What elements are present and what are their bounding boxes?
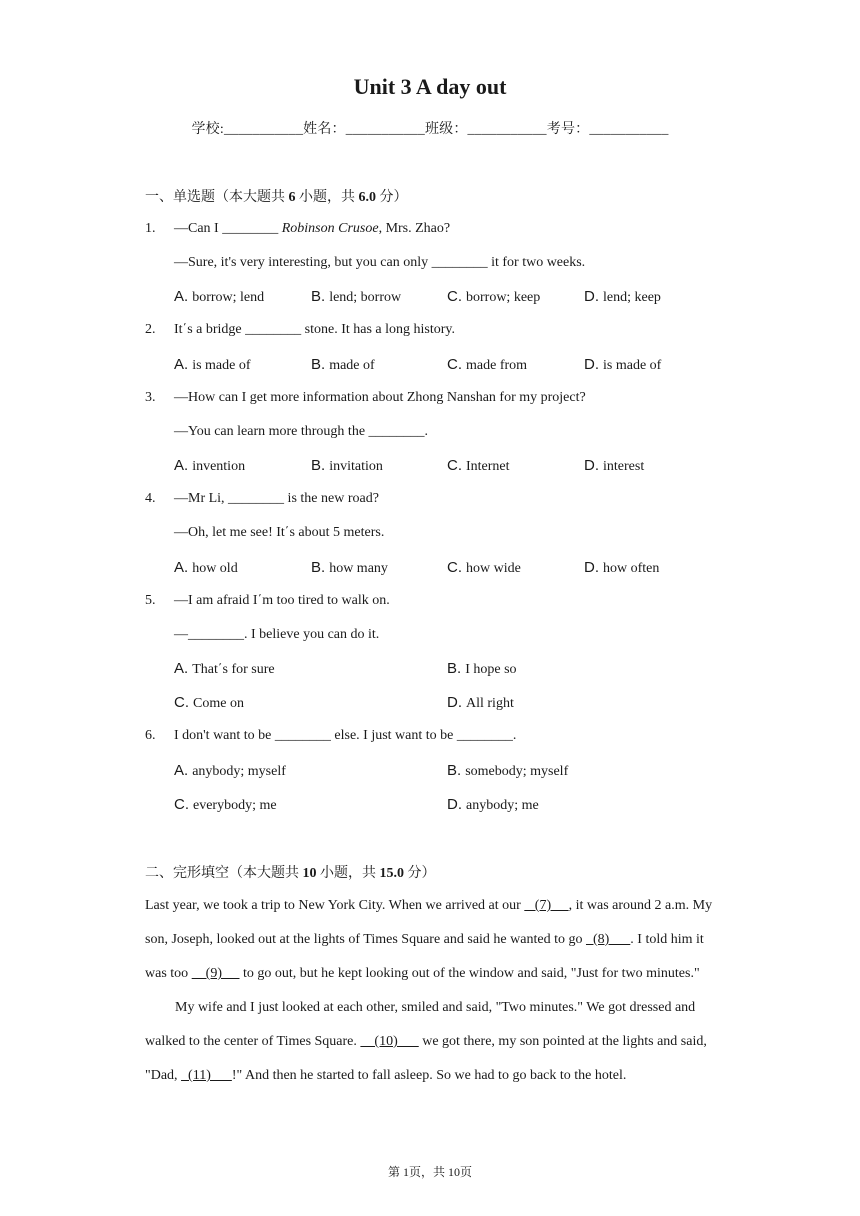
question-line: —Sure, it's very interesting, but you can only ________ it for two weeks. bbox=[174, 255, 586, 270]
option-b[interactable]: B. invitation bbox=[311, 457, 383, 474]
option-d[interactable]: D. how often bbox=[584, 559, 660, 576]
section-2-heading: 二、完形填空（本大题共 10 小题，共 15.0 分） bbox=[145, 866, 436, 881]
option-c[interactable]: C. Internet bbox=[447, 457, 510, 474]
question-number: 4. bbox=[145, 491, 156, 506]
option-a[interactable]: A. invention bbox=[174, 457, 246, 474]
option-d[interactable]: D. is made of bbox=[584, 356, 662, 373]
cloze-passage bbox=[145, 889, 720, 1093]
option-c[interactable]: C. borrow; keep bbox=[447, 288, 541, 305]
question-line: —Oh, let me see! It΄s about 5 meters. bbox=[174, 525, 385, 540]
question-number: 1. bbox=[145, 221, 156, 236]
option-a[interactable]: A. how old bbox=[174, 559, 238, 576]
option-c[interactable]: C. Come on bbox=[174, 694, 244, 711]
question-line: I don't want to be ________ else. I just want to be ________. bbox=[174, 728, 517, 743]
option-d[interactable]: D. lend; keep bbox=[584, 288, 661, 305]
option-b[interactable]: B. lend; borrow bbox=[311, 288, 402, 305]
question-line: —Can I ________ Robinson Crusoe, Mrs. Zhao? bbox=[174, 221, 451, 236]
option-d[interactable]: D. anybody; me bbox=[447, 796, 539, 813]
section-1-heading: 一、单选题（本大题共 6 小题，共 6.0 分） bbox=[145, 190, 408, 205]
blank-7[interactable]: (7) bbox=[524, 898, 569, 913]
question-line: —I am afraid I΄m too tired to walk on. bbox=[174, 593, 390, 608]
option-b[interactable]: B. somebody; myself bbox=[447, 762, 569, 779]
option-b[interactable]: B. how many bbox=[311, 559, 388, 576]
option-b[interactable]: B. I hope so bbox=[447, 660, 517, 677]
blank-10[interactable]: (10) bbox=[360, 1034, 419, 1049]
question-number: 6. bbox=[145, 728, 156, 743]
option-a[interactable]: A. That΄s for sure bbox=[174, 660, 275, 677]
question-number: 3. bbox=[145, 390, 156, 405]
option-a[interactable]: A. anybody; myself bbox=[174, 762, 286, 779]
blank-9[interactable]: (9) bbox=[191, 966, 240, 981]
page-title: Unit 3 A day out bbox=[353, 74, 507, 99]
blank-11[interactable]: (11) bbox=[181, 1068, 232, 1083]
question-line: It΄s a bridge ________ stone. It has a long history. bbox=[174, 322, 455, 337]
page-footer: 第 1页，共 10页 bbox=[387, 1165, 472, 1179]
option-d[interactable]: D. All right bbox=[447, 694, 514, 711]
blank-8[interactable]: (8) bbox=[585, 932, 631, 947]
question-line: —How can I get more information about Zhong Nanshan for my project? bbox=[174, 390, 586, 405]
question-line: —Mr Li, ________ is the new road? bbox=[174, 491, 379, 506]
passage-paragraph-1: Last year, we took a trip to New York City. When we arrived at our (7) , it was around 2 a.m. My son, Joseph, looked out at the lights of Times Square and said he wanted to go (8) . I told him it was too (9) to go out, but he kept looking out of the window and said, "Just for two minutes." bbox=[145, 898, 713, 981]
question-line: —You can learn more through the ________. bbox=[174, 424, 429, 439]
passage-paragraph-2: My wife and I just looked at each other, smiled and said, "Two minutes." We got dressed and walked to the center of Times Square. (10) we got there, my son pointed at the lights and said, "Dad, (11) !" And then he started to fall asleep. So we had to go back to the hotel. bbox=[145, 1000, 707, 1083]
question-number: 5. bbox=[145, 593, 156, 608]
option-c[interactable]: C. everybody; me bbox=[174, 796, 277, 813]
option-a[interactable]: A. borrow; lend bbox=[174, 288, 265, 305]
option-c[interactable]: C. made from bbox=[447, 356, 528, 373]
option-c[interactable]: C. how wide bbox=[447, 559, 521, 576]
option-d[interactable]: D. interest bbox=[584, 457, 645, 474]
option-b[interactable]: B. made of bbox=[311, 356, 375, 373]
question-line: —________. I believe you can do it. bbox=[174, 627, 380, 642]
question-number: 2. bbox=[145, 322, 156, 337]
student-info-line: 学校:___________姓名：___________班级：___________考号：___________ bbox=[191, 122, 669, 137]
option-a[interactable]: A. is made of bbox=[174, 356, 251, 373]
